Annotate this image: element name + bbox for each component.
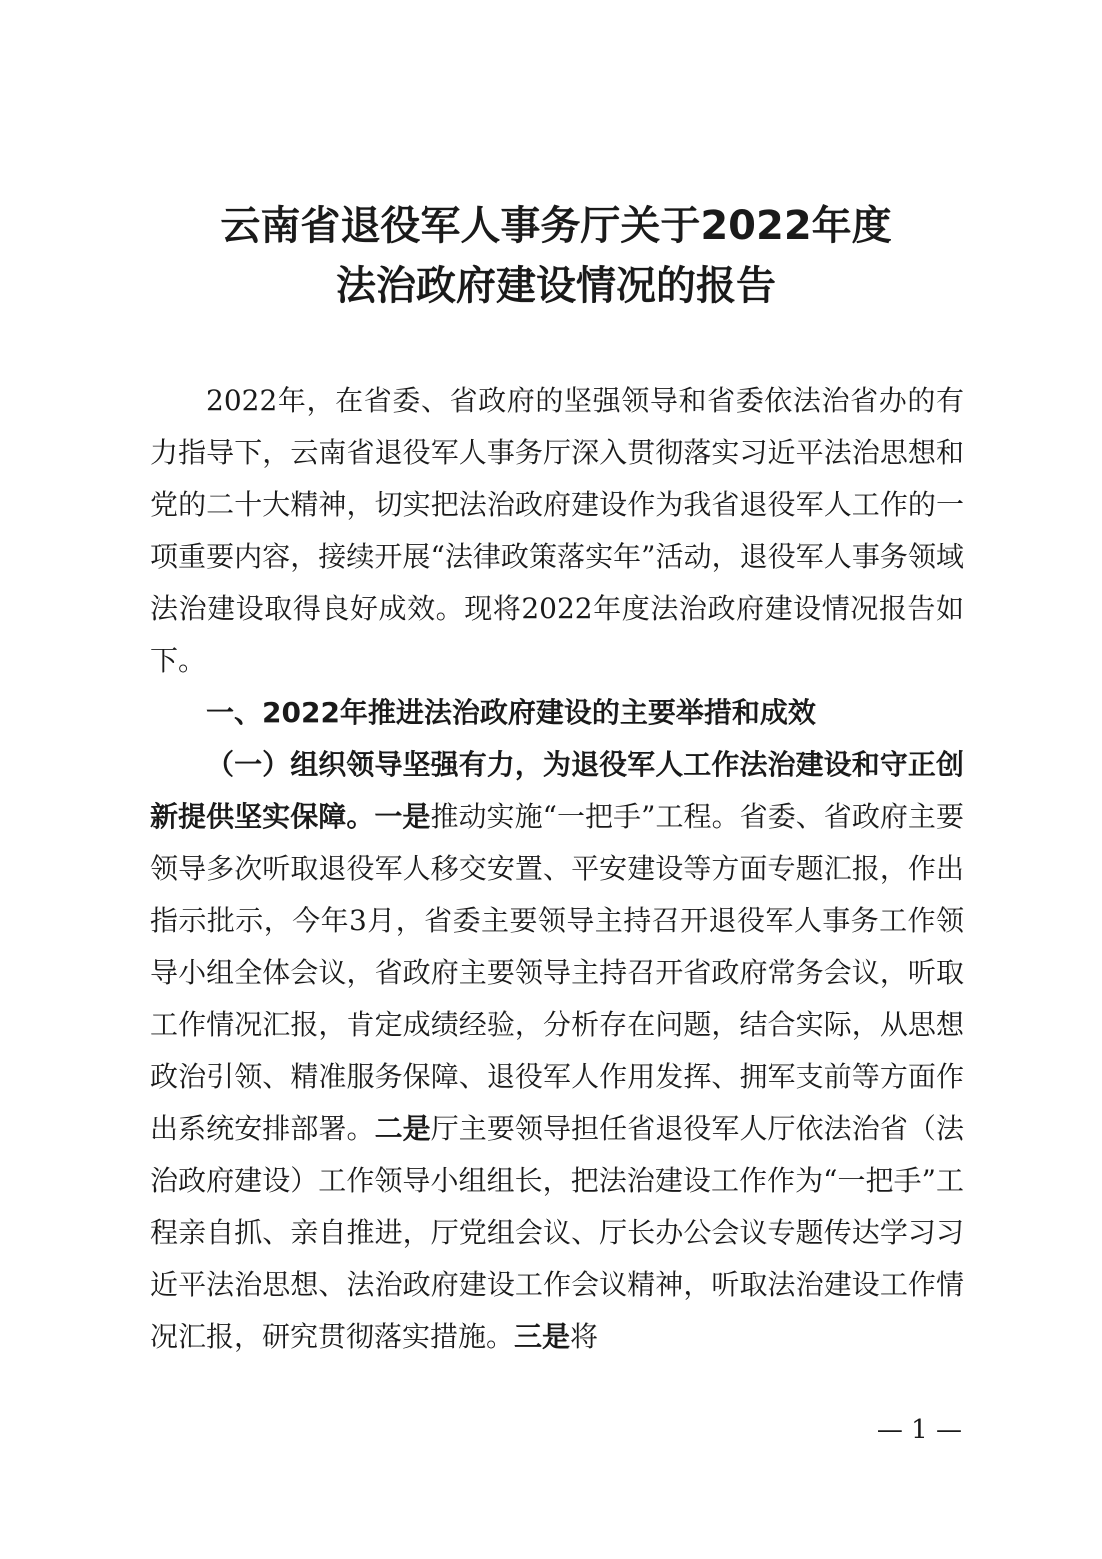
section-heading-1: 一、2022年推进法治政府建设的主要举措和成效: [206, 696, 816, 729]
document-title: [150, 196, 962, 316]
intro-paragraph: 2022年，在省委、省政府的坚强领导和省委依法治省办的有力指导下，云南省退役军人事务厅深入贯彻落实习近平法治思想和党的二十大精神，切实把法治政府建设作为我省退役军人工作的一项重要内容，接续开展“法律政策落实年”活动，退役军人事务领域法治建设取得良好成效。现将2022年度法治政府建设情况报告如下。: [150, 384, 964, 677]
subsection-paragraph-1: [150, 739, 964, 1363]
marker-second: 二是: [374, 1112, 431, 1145]
title-line-1: 云南省退役军人事务厅关于2022年度: [220, 203, 892, 249]
title-line-2: 法治政府建设情况的报告: [336, 263, 776, 309]
marker-third: 三是: [514, 1320, 571, 1353]
text-first: 推动实施“一把手”工程。省委、省政府主要领导多次听取退役军人移交安置、平安建设等方面专题汇报，作出指示批示，今年3月，省委主要领导主持召开退役军人事务工作领导小组全体会议，省政府主要领导主持召开省政府常务会议，听取工作情况汇报，肯定成绩经验，分析存在问题，结合实际，从思想政治引领、精准服务保障、退役军人作用发挥、拥军支前等方面作出系统安排部署。: [150, 800, 964, 1145]
text-second: 厅主要领导担任省退役军人厅依法治省（法治政府建设）工作领导小组组长，把法治建设工作作为“一把手”工程亲自抓、亲自推进，厅党组会议、厅长办公会议专题传达学习习近平法治思想、法治政府建设工作会议精神，听取法治建设工作情况汇报，研究贯彻落实措施。: [150, 1112, 964, 1353]
document-body: [150, 375, 964, 1363]
text-third: 将: [570, 1320, 599, 1353]
marker-first: 一是: [374, 800, 431, 833]
subsection-lead: （一）组织领导坚强有力，为退役军人工作法治建设和守正创新提供坚实保障。: [150, 748, 964, 833]
page-number: — 1 —: [876, 1415, 962, 1445]
